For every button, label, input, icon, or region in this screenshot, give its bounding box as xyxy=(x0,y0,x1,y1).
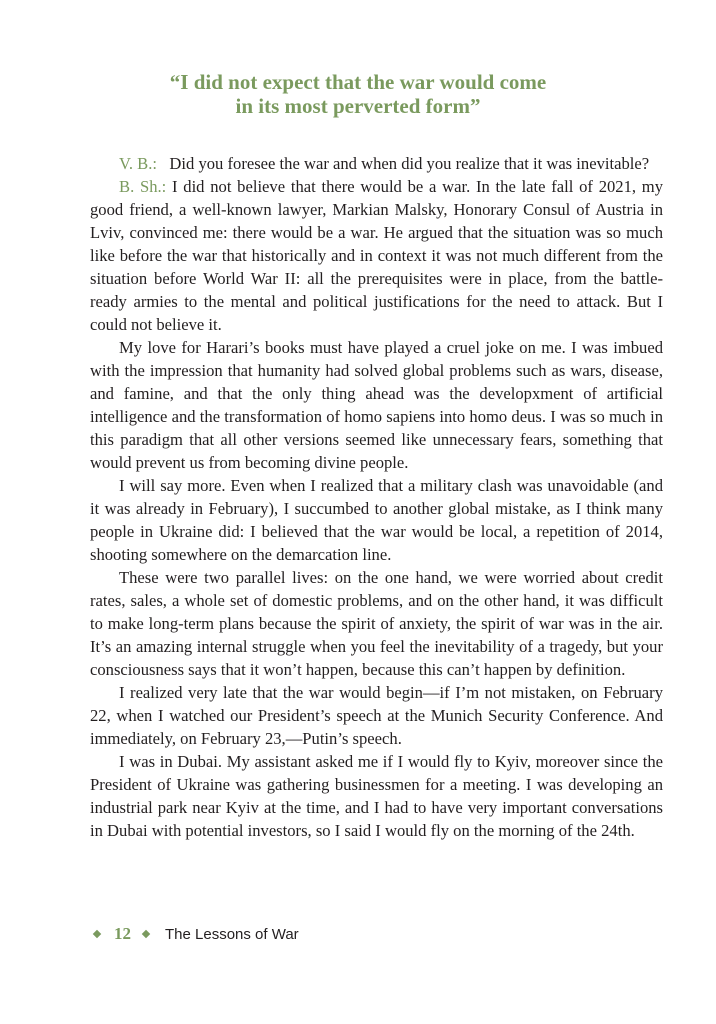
diamond-icon xyxy=(142,930,150,938)
paragraph xyxy=(90,152,663,175)
running-title: The Lessons of War xyxy=(165,925,299,943)
chapter-title-line-1: “I did not expect that the war would come xyxy=(169,70,547,94)
paragraph xyxy=(90,681,663,750)
paragraph-text: These were two parallel lives: on the one hand, we were worried about credit rates, sales, a whole set of domestic problems, and on the other hand, it was difficult to make long-term plans because the spirit of anxiety, the spirit of war was in the air. It’s an amazing internal struggle when you feel the inevitability of a tragedy, but your consciousness says that it won’t happen, because this can’t happen by definition. xyxy=(90,568,663,679)
diamond-icon xyxy=(93,930,101,938)
page-number: 12 xyxy=(114,924,131,943)
paragraph xyxy=(90,336,663,474)
paragraph xyxy=(90,175,663,336)
speaker-label: B. Sh.: xyxy=(119,177,167,196)
paragraph-text: I will say more. Even when I realized that a military clash was unavoidable (and it was already in February), I succumbed to another global mistake, as I think many people in Ukraine did: I believed that the war would be local, a repetition of 2014, shooting somewhere on the demarcation line. xyxy=(90,476,663,564)
page-footer xyxy=(90,922,299,946)
chapter-title xyxy=(90,70,626,118)
paragraph-text: My love for Harari’s books must have played a cruel joke on me. I was imbued with the impression that humanity had solved global problems such as wars, disease, and famine, and that the only thing ahead was the developxment of artificial intelligence and the transformation of homo sapiens into homo deus. I was so much in this paradigm that all other versions seemed like unnecessary fears, something that would prevent us from becoming divine people. xyxy=(90,338,663,472)
paragraph xyxy=(90,474,663,566)
paragraph-text: Did you foresee the war and when did you realize that it was inevitable? xyxy=(169,154,650,173)
paragraph-text: I realized very late that the war would begin—if I’m not mistaken, on February 22, when I watched our President’s speech at the Munich Security Conference. And immediately, on February 23,—Putin’s speech. xyxy=(90,683,663,748)
speaker-label: V. B.: xyxy=(119,154,157,173)
paragraph-text: I did not believe that there would be a war. In the late fall of 2021, my good friend, a well-known lawyer, Markian Malsky, Honorary Consul of Austria in Lviv, convinced me: there would be a war. He argued that the situation was so much like before the war that historically and in context it was not much different from the situation before World War II: all the prerequisites were in place, from the battle-ready armies to the mental and political justifications for the need to attack. But I could not believe it. xyxy=(90,177,663,334)
chapter-title-line-2: in its most perverted form” xyxy=(235,94,481,118)
paragraph xyxy=(90,750,663,842)
paragraph xyxy=(90,566,663,681)
body-text xyxy=(90,152,663,842)
paragraph-text: I was in Dubai. My assistant asked me if I would fly to Kyiv, moreover since the President of Ukraine was gathering businessmen for a meeting. I was developing an industrial park near Kyiv at the time, and I had to have very important conversations in Dubai with potential investors, so I said I would fly on the morning of the 24th. xyxy=(90,752,663,840)
